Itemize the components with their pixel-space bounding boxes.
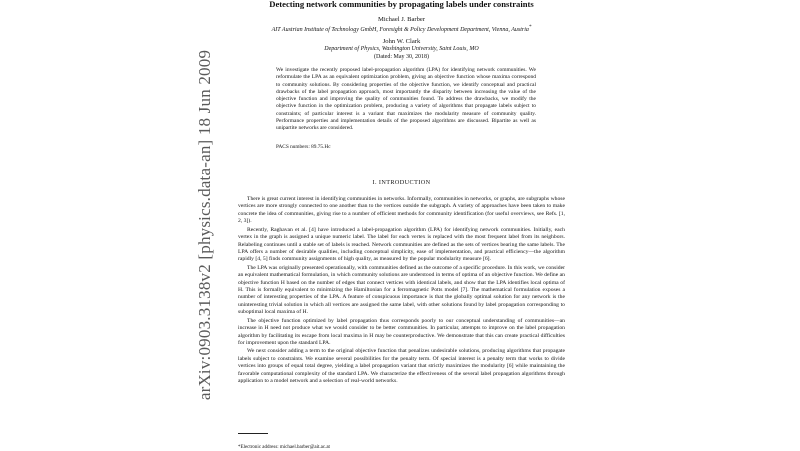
- author-name-2: [238, 38, 565, 46]
- footnote-divider: [238, 433, 268, 434]
- pacs-numbers: PACS numbers: 89.75.Hc: [276, 144, 331, 150]
- dated-line: (Dated: May 30, 2018): [374, 54, 429, 60]
- section-heading: I. INTRODUCTION: [372, 179, 431, 186]
- author-name: Michael J. Barber: [377, 16, 426, 23]
- paper-title: Detecting network communities by propagating labels under constraints: [269, 0, 534, 9]
- paragraph: There is great current interest in identifying communities in networks. Informally, communities in networks, or graphs, are subgraphs whose vertices are more strongly connected to one another than to the vertices outside the subgraph. A variety of approaches have been taken to make concrete the idea of communities, giving rise to a number of efficient methods for community identification (for useful overviews, see Refs. [1, 2, 3]).: [238, 196, 565, 225]
- footnote-marker: *: [528, 25, 532, 30]
- introduction-body: [238, 196, 565, 387]
- abstract: We investigate the recently proposed label-propagation algorithm (LPA) for identifying network communities. We reformulate the LPA as an equivalent optimization problem, giving an objective function whose maxima correspond to community solutions. By considering properties of the objective function, we identify conceptual and practical drawbacks of the label propagation approach, most importantly the disparity between increasing the value of the objective function and improving the quality of communities found. To address the drawbacks, we modify the objective function in the optimization problem, producing a variety of algorithms that propagate labels subject to constraints; of particular interest is a variant that maximizes the modularity measure of community quality. Performance properties and implementation details of the proposed algorithms are discussed. Bipartite as well as unipartite networks are considered.: [276, 67, 536, 131]
- paragraph: Recently, Raghavan et al. [4] have introduced a label-propagation algorithm (LPA) for identifying network communities. Initially, each vertex in the graph is assigned a unique numeric label. The label for each vertex is replaced with the most frequent label from its neighbors. Relabeling continues until a stable set of labels is reached. Network communities are defined as the sets of vertices bearing the same labels. The LPA offers a number of desirable qualities, including conceptual simplicity, ease of implementation, and practical efficiency—the algorithm rapidly [4, 5] finds community assignments of high quality, as measured by the popular modularity measure [6].: [238, 226, 565, 263]
- paragraph: The objective function optimized by label propagation thus corresponds poorly to our conceptual understanding of communities—an increase in H need not produce what we would consider to be better communities. In particular, attempts to improve on the label propagation algorithm by facilitating its escape from local maxima in H may be counterproductive. We demonstrate that this can create practical difficulties for improvement upon the standard LPA.: [238, 317, 565, 347]
- paragraph: The LPA was originally presented operationally, with communities defined as the outcome of a specific procedure. In this work, we consider an equivalent mathematical formulation, in which community solutions are understood in terms of optima of an objective function. We define an objective function H based on the number of edges that connect vertices with identical labels, and show that the LPA identifies local optima of H. This is formally equivalent to minimizing the Hamiltonian for a ferromagnetic Potts model [7]. The mathematical formulation exposes a number of interesting properties of the LPA. A feature of conspicuous importance is that the globally optimal solution for any network is the uninteresting trivial solution in which all vertices are assigned the same label, with other solutions found by label propagation corresponding to suboptimal local maxima of H.: [238, 264, 565, 316]
- arxiv-identifier-stamp: arXiv:0903.3138v2 [physics.data-an] 18 Jun 2009: [195, 49, 214, 401]
- footnote: *Electronic address: michael.barber@ait.ac.at: [238, 445, 330, 450]
- paragraph: We next consider adding a term to the original objective function that penalizes undesirable solutions, producing algorithms that propagate labels subject to constraints. We examine several possibilities for the penalty term. Of special interest is a penalty term that works to divide vertices into groups of equal total degree, yielding a label propagation variant that strictly maximizes the modularity [6] while maintaining the favorable computational complexity of the standard LPA. We characterize the effectiveness of the several label propagation algorithms through application to a model network and a selection of real-world networks.: [238, 348, 565, 385]
- author-affiliation-1: AIT Austrian Institute of Technology GmbH, Foresight & Policy Development Department, Vienna, Austria*: [271, 25, 532, 33]
- author-affiliation-2: Department of Physics, Washington University, Saint Louis, MO: [324, 46, 479, 52]
- author-name: John W. Clark: [382, 38, 421, 45]
- author-name-1: [238, 16, 565, 24]
